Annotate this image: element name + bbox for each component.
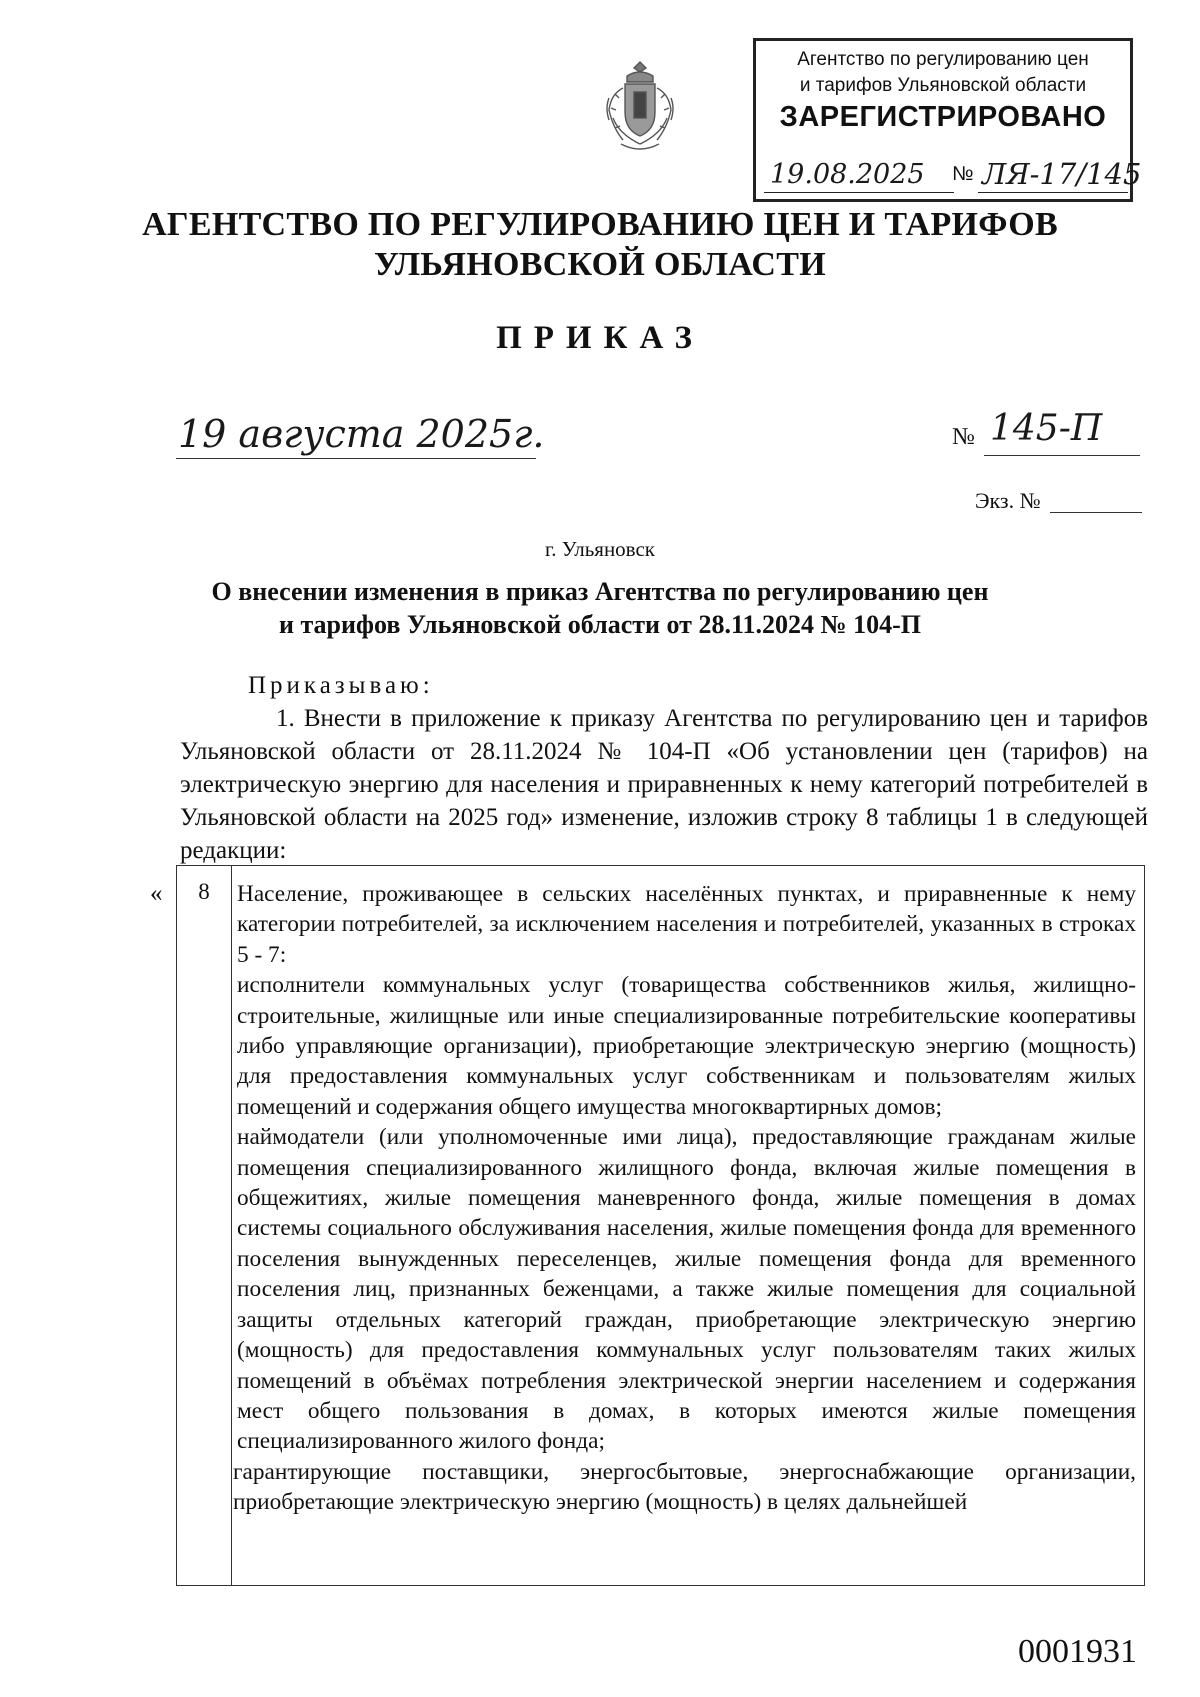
stamp-date: 19.08.2025: [770, 159, 925, 190]
subject-line1: О внесении изменения в приказ Агентства по регулированию цен: [211, 577, 989, 606]
page-number: 0001931: [1018, 1633, 1137, 1670]
order-date: 19 августа 2025г.: [178, 412, 545, 456]
coat-of-arms-icon: [601, 58, 679, 158]
copy-number-blank: [1050, 512, 1142, 513]
agency-title-line2: УЛЬЯНОВСКОЙ ОБЛАСТИ: [374, 246, 826, 283]
paragraph-1: 1. Внести в приложение к приказу Агентства по регулированию цен и тарифов Ульяновской области от 28.11.2024 № 104-П «Об установлении цен (тарифов) на электрическую энергию для населения и приравненных к нему категорий потребителей в Ульяновской области на 2025 год» изменение, изложив строку 8 таблицы 1 в следующей редакции:: [180, 705, 1148, 864]
registration-stamp: [753, 38, 1142, 202]
copy-number-label: Экз. №: [975, 488, 1041, 513]
cell-paragraph: наймодатели (или уполномоченные ими лица), предоставляющие гражданам жилые помещения специализированного жилищного фонда, включая жилые помещения в общежитиях, жилые помещения маневренного фонда, жилые помещения в домах системы социального обслуживания населения, жилые помещения фонда для временного поселения вынужденных переселенцев, жилые помещения фонда для временного поселения лиц, признанных беженцами, а также жилые помещения для социальной защиты отдельных категорий граждан, приобретающие электрическую энергию (мощность) для предоставления коммунальных услуг пользователям таких жилых помещений в объёмах потребления электрической энергии населением и содержания мест общего пользования в домах, в которых имеются жилые помещения специализированного жилого фонда;: [237, 1124, 1136, 1455]
city: г. Ульяновск: [544, 537, 655, 561]
table-row-number: 8: [198, 879, 210, 904]
stamp-agency-line1: Агентство по регулированию цен: [797, 49, 1089, 70]
cell-paragraph: гарантирующие поставщики, энергосбытовые, энергоснабжающие организации, приобретающие электрическую энергию (мощность) в целях дальнейшей: [233, 1458, 1136, 1516]
quote-open: «: [150, 880, 163, 907]
order-verb: Приказываю:: [248, 672, 434, 699]
stamp-number-underline: [978, 192, 1128, 193]
order-number-label: №: [952, 424, 975, 450]
agency-title-line1: АГЕНТСТВО ПО РЕГУЛИРОВАНИЮ ЦЕН И ТАРИФОВ: [142, 206, 1058, 243]
stamp-registered-label: ЗАРЕГИСТРИРОВАНО: [779, 101, 1107, 133]
order-date-underline: [176, 458, 536, 459]
stamp-registration-details: [764, 157, 1142, 195]
table-column-divider: [231, 866, 232, 1585]
cell-paragraph: исполнители коммунальных услуг (товарищества собственников жилья, жилищно-строительные, жилищные или иные специализированные потребительские кооперативы либо управляющие организации), приобретающие электрическую энергию (мощность) для предоставления коммунальных услуг собственникам и пользователям жилых помещений и содержания общего имущества многоквартирных домов;: [237, 972, 1136, 1120]
order-number: 145-П: [990, 408, 1103, 449]
stamp-agency-line2: и тарифов Ульяновской области: [799, 75, 1087, 96]
document-type-title: ПРИКАЗ: [496, 320, 704, 356]
table-row: [176, 865, 1145, 1586]
stamp-registration-number: ЛЯ-17/145: [982, 157, 1142, 191]
cell-paragraph: Население, проживающее в сельских населённых пунктах, и приравненные к нему категории потребителей, за исключением населения и потребителей, указанных в строках 5 - 7:: [237, 881, 1136, 968]
table-cell-text: [233, 879, 1136, 1518]
subject-line2: и тарифов Ульяновской области от 28.11.2024 № 104-П: [278, 610, 922, 639]
order-number-underline: [984, 455, 1140, 456]
stamp-date-underline: [764, 192, 954, 193]
stamp-number-sign: №: [952, 163, 974, 185]
